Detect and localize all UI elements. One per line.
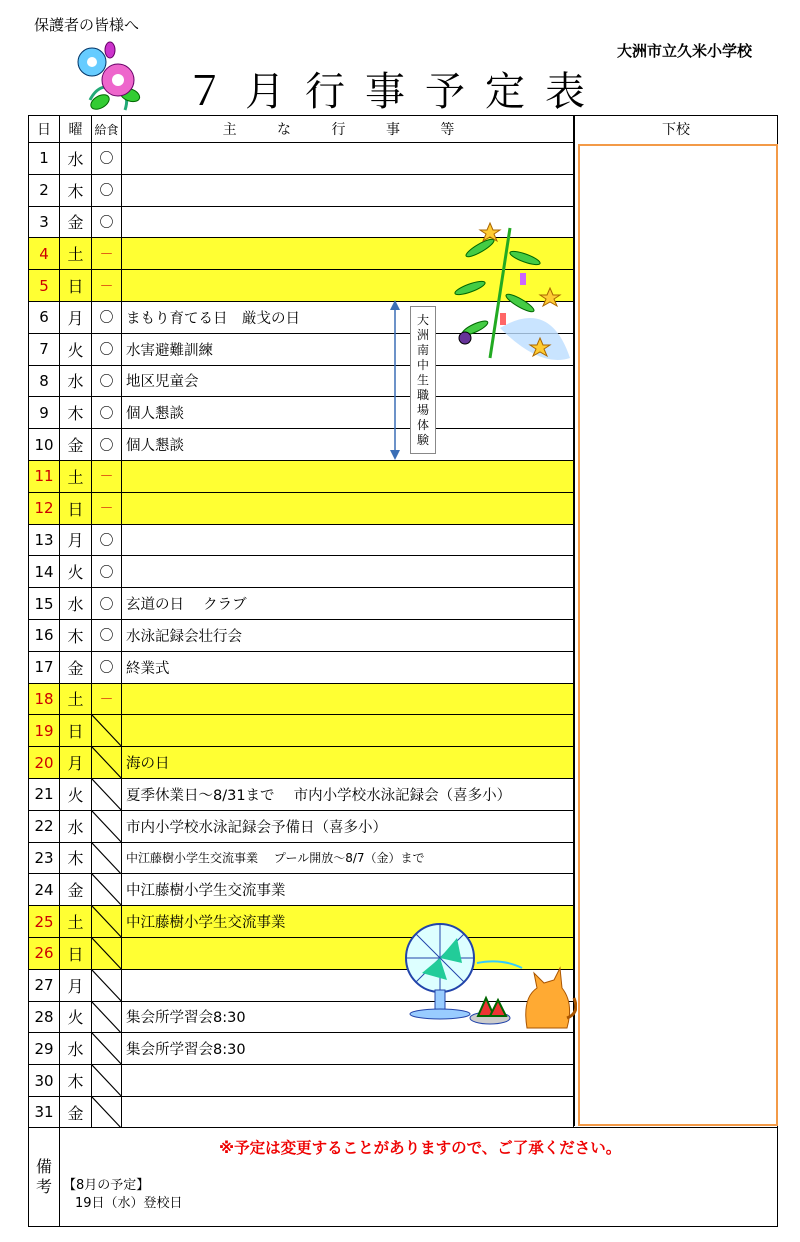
day-cell: 18 [29, 684, 60, 715]
day-cell: 21 [29, 779, 60, 810]
day-cell: 29 [29, 1033, 60, 1064]
lunch-cell [92, 874, 122, 905]
event-cell: 夏季休業日～8/31まで 市内小学校水泳記録会（喜多小） [122, 779, 574, 810]
event-cell: 水害避難訓練 [122, 334, 574, 365]
day-cell: 17 [29, 652, 60, 683]
event-cell: 玄道の日 クラブ [122, 588, 574, 619]
weekday-cell: 日 [60, 715, 92, 746]
weekday-cell: 木 [60, 1065, 92, 1096]
double-arrow-icon [388, 300, 402, 460]
table-row [29, 873, 574, 905]
day-cell: 23 [29, 843, 60, 874]
no-lunch-slash-icon [92, 938, 121, 969]
event-cell [122, 715, 574, 746]
event-cell: 個人懇談 [122, 429, 574, 460]
cat-icon [526, 968, 576, 1028]
weekday-cell: 金 [60, 429, 92, 460]
no-lunch-slash-icon [92, 747, 121, 778]
event-cell [122, 684, 574, 715]
work-experience-char: 生 [416, 372, 429, 387]
no-lunch-slash-icon [92, 1065, 121, 1096]
day-cell: 27 [29, 970, 60, 1001]
day-cell: 6 [29, 302, 60, 333]
header-day: 日 [29, 116, 60, 142]
day-cell: 14 [29, 556, 60, 587]
event-cell: 水泳記録会壮行会 [122, 620, 574, 651]
greeting: 保護者の皆様へ [34, 16, 140, 34]
lunch-cell: 〇 [92, 429, 122, 460]
notes-label [29, 1128, 60, 1226]
weekday-cell: 土 [60, 906, 92, 937]
day-cell: 19 [29, 715, 60, 746]
lunch-cell [92, 1002, 122, 1033]
work-experience-char: 洲 [416, 327, 429, 342]
table-row [29, 714, 574, 746]
event-cell: 市内小学校水泳記録会予備日（喜多小） [122, 811, 574, 842]
event-cell: 中江藤樹小学生交流事業 [122, 874, 574, 905]
header-weekday: 曜 [60, 116, 92, 142]
weekday-cell: 日 [60, 270, 92, 301]
lunch-cell: 〇 [92, 366, 122, 397]
no-lunch-slash-icon [92, 811, 121, 842]
day-cell: 31 [29, 1097, 60, 1128]
lunch-cell [92, 938, 122, 969]
day-cell: 7 [29, 334, 60, 365]
lunch-cell [92, 906, 122, 937]
header-lunch: 給食 [92, 116, 122, 142]
school-name: 大洲市立久米小学校 [617, 42, 753, 60]
lunch-cell: － [92, 461, 122, 492]
no-lunch-slash-icon [92, 1097, 121, 1128]
weekday-cell: 火 [60, 334, 92, 365]
weekday-cell: 水 [60, 811, 92, 842]
table-row [29, 396, 574, 428]
august-schedule-item: 19日（水）登校日 [75, 1196, 183, 1211]
day-cell: 20 [29, 747, 60, 778]
work-experience-char: 験 [416, 432, 429, 447]
lunch-cell: － [92, 270, 122, 301]
august-schedule-title: 【8月の予定】 [63, 1178, 150, 1193]
lunch-cell: － [92, 684, 122, 715]
day-cell: 11 [29, 461, 60, 492]
day-cell: 10 [29, 429, 60, 460]
weekday-cell: 土 [60, 461, 92, 492]
weekday-cell: 土 [60, 684, 92, 715]
lunch-cell: 〇 [92, 207, 122, 238]
event-cell: 終業式 [122, 652, 574, 683]
lunch-cell [92, 970, 122, 1001]
event-cell [122, 493, 574, 524]
event-cell [122, 461, 574, 492]
table-row [29, 1032, 574, 1064]
table-row [29, 842, 574, 874]
no-lunch-slash-icon [92, 715, 121, 746]
lunch-cell: 〇 [92, 652, 122, 683]
table-row [29, 428, 574, 460]
day-cell: 30 [29, 1065, 60, 1096]
no-lunch-slash-icon [92, 1002, 121, 1033]
weekday-cell: 土 [60, 238, 92, 269]
work-experience-char: 場 [416, 402, 429, 417]
event-cell [122, 556, 574, 587]
day-cell: 8 [29, 366, 60, 397]
lunch-cell: 〇 [92, 525, 122, 556]
lunch-cell: 〇 [92, 588, 122, 619]
table-row [29, 1096, 574, 1128]
day-cell: 4 [29, 238, 60, 269]
day-cell: 15 [29, 588, 60, 619]
day-cell: 28 [29, 1002, 60, 1033]
table-row [29, 746, 574, 778]
notes-section [29, 1127, 777, 1226]
schedule-table [28, 115, 778, 1227]
lunch-cell [92, 747, 122, 778]
dismissal-box [578, 144, 778, 1126]
day-cell: 1 [29, 143, 60, 174]
lunch-cell [92, 1065, 122, 1096]
day-cell: 24 [29, 874, 60, 905]
weekday-cell: 日 [60, 493, 92, 524]
work-experience-char: 職 [416, 387, 429, 402]
weekday-cell: 月 [60, 525, 92, 556]
table-row [29, 555, 574, 587]
weekday-cell: 火 [60, 556, 92, 587]
lunch-cell: 〇 [92, 397, 122, 428]
event-cell: 地区児童会 [122, 366, 574, 397]
event-cell: まもり育てる日 厳戈の日 [122, 302, 574, 333]
weekday-cell: 月 [60, 302, 92, 333]
weekday-cell: 金 [60, 874, 92, 905]
watermelon-icon [470, 998, 510, 1024]
lunch-cell: 〇 [92, 175, 122, 206]
day-cell: 3 [29, 207, 60, 238]
event-cell [122, 143, 574, 174]
work-experience-char: 大 [416, 312, 429, 327]
event-cell: 個人懇談 [122, 397, 574, 428]
header-dismissal: 下校 [574, 116, 777, 142]
weekday-cell: 金 [60, 1097, 92, 1128]
lunch-cell: 〇 [92, 334, 122, 365]
no-lunch-slash-icon [92, 779, 121, 810]
table-row [29, 683, 574, 715]
day-cell: 22 [29, 811, 60, 842]
event-cell [122, 1097, 574, 1128]
work-experience-char: 南 [416, 342, 429, 357]
event-cell [122, 175, 574, 206]
lunch-cell: 〇 [92, 143, 122, 174]
no-lunch-slash-icon [92, 970, 121, 1001]
event-cell: 集会所学習会8:30 [122, 1002, 574, 1033]
header-events: 主 な 行 事 等 [122, 116, 574, 142]
work-experience-char: 体 [416, 417, 429, 432]
event-cell [122, 525, 574, 556]
lunch-cell [92, 1033, 122, 1064]
tanabata-bamboo-icon [440, 218, 575, 378]
day-cell: 12 [29, 493, 60, 524]
notes-label-char: 備 [35, 1157, 52, 1176]
no-lunch-slash-icon [92, 874, 121, 905]
weekday-cell: 木 [60, 843, 92, 874]
weekday-cell: 水 [60, 1033, 92, 1064]
day-cell: 26 [29, 938, 60, 969]
notes-warning: ※予定は変更することがありますので、ご了承ください。 [219, 1139, 622, 1157]
table-row [29, 524, 574, 556]
morning-glory-icon [70, 40, 150, 115]
weekday-cell: 金 [60, 652, 92, 683]
lunch-cell [92, 715, 122, 746]
weekday-cell: 日 [60, 938, 92, 969]
event-cell: 集会所学習会8:30 [122, 1033, 574, 1064]
day-cell: 25 [29, 906, 60, 937]
table-row [29, 460, 574, 492]
weekday-cell: 火 [60, 1002, 92, 1033]
lunch-cell [92, 811, 122, 842]
lunch-cell: － [92, 238, 122, 269]
weekday-cell: 月 [60, 747, 92, 778]
table-row [29, 778, 574, 810]
no-lunch-slash-icon [92, 843, 121, 874]
table-row [29, 1064, 574, 1096]
table-row [29, 142, 574, 174]
lunch-cell: 〇 [92, 302, 122, 333]
day-cell: 5 [29, 270, 60, 301]
table-row [29, 651, 574, 683]
notes-label-char: 考 [35, 1177, 52, 1196]
weekday-cell: 木 [60, 397, 92, 428]
day-cell: 13 [29, 525, 60, 556]
weekday-cell: 水 [60, 588, 92, 619]
weekday-cell: 水 [60, 366, 92, 397]
weekday-cell: 金 [60, 207, 92, 238]
table-row [29, 492, 574, 524]
lunch-cell: 〇 [92, 620, 122, 651]
lunch-cell [92, 843, 122, 874]
event-cell [122, 1065, 574, 1096]
table-row [29, 587, 574, 619]
weekday-cell: 水 [60, 143, 92, 174]
lunch-cell [92, 779, 122, 810]
day-cell: 16 [29, 620, 60, 651]
lunch-cell: － [92, 493, 122, 524]
table-row [29, 174, 574, 206]
fan-icon [402, 918, 577, 1033]
no-lunch-slash-icon [92, 1033, 121, 1064]
weekday-cell: 月 [60, 970, 92, 1001]
day-cell: 2 [29, 175, 60, 206]
table-row [29, 810, 574, 842]
weekday-cell: 木 [60, 620, 92, 651]
no-lunch-slash-icon [92, 906, 121, 937]
day-cell: 9 [29, 397, 60, 428]
event-cell: 海の日 [122, 747, 574, 778]
dismissal-column [574, 142, 777, 1126]
event-cell: 中江藤樹小学生交流事業 プール開放～8/7（金）まで [122, 843, 574, 874]
weekday-cell: 火 [60, 779, 92, 810]
lunch-cell: 〇 [92, 556, 122, 587]
table-row [29, 619, 574, 651]
work-experience-char: 中 [416, 357, 429, 372]
page-title: ７月行事予定表 [185, 69, 605, 115]
event-cell: 中江藤樹小学生交流事業 [122, 906, 574, 937]
work-experience-label [410, 306, 436, 454]
lunch-cell [92, 1097, 122, 1128]
weekday-cell: 木 [60, 175, 92, 206]
